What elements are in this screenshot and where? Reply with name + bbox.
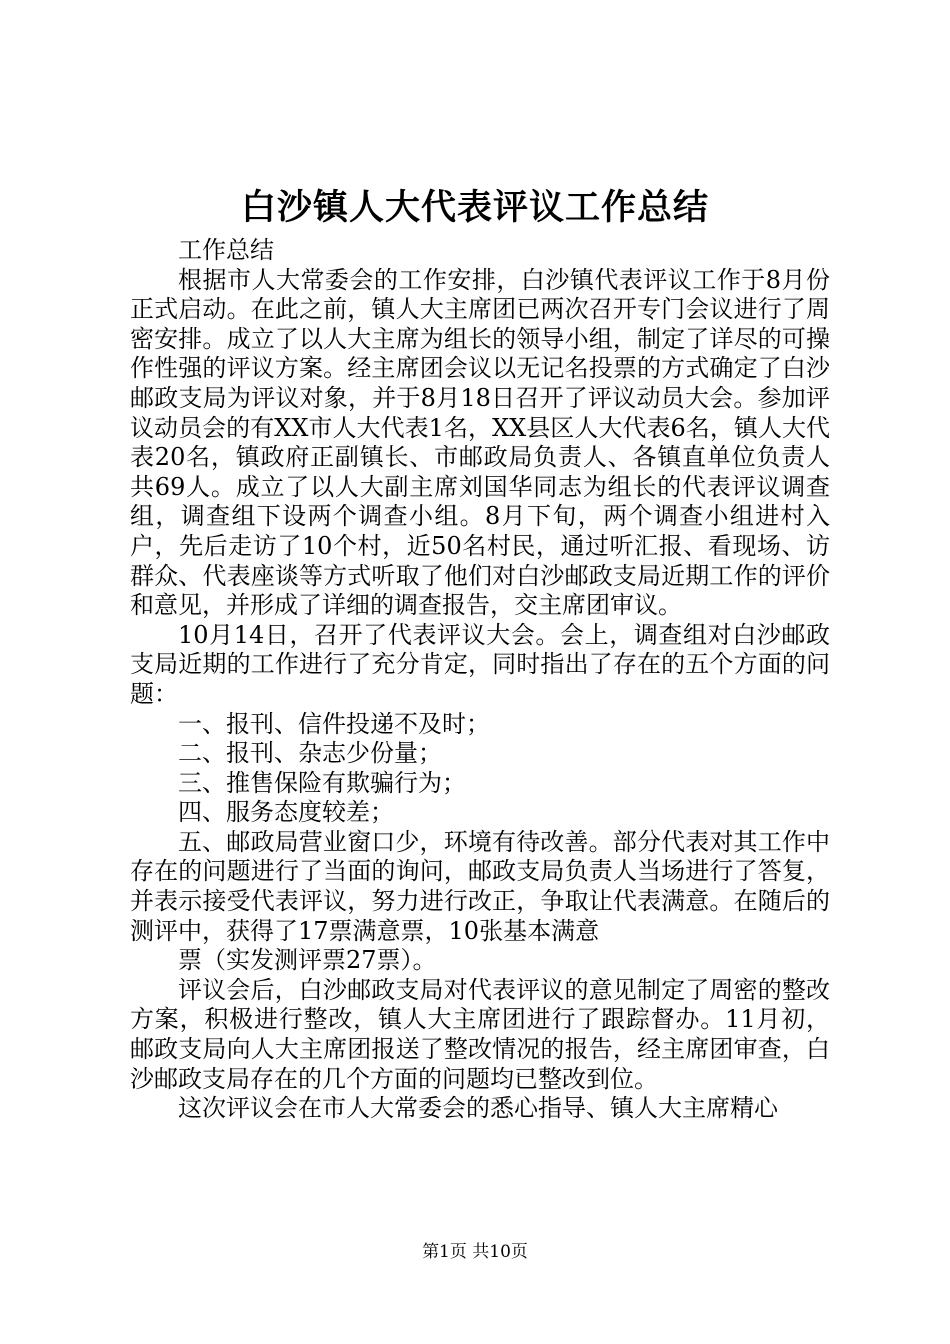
document-body — [130, 236, 830, 1124]
document-title: 白沙镇人大代表评议工作总结 — [240, 187, 709, 228]
page-number: 第1页 共10页 — [422, 1242, 528, 1262]
list-item-issue-1: 一、报刊、信件投递不及时； — [178, 709, 490, 738]
paragraph-subtitle: 工作总结 — [178, 236, 274, 264]
paragraph-closing: 这次评议会在市人大常委会的悉心指导、镇人大主席精心 — [178, 1094, 778, 1123]
paragraph-meeting: 10月14日，召开了代表评议大会。会上，调查组对白沙邮政支局近期的工作进行了充分肯定，同时指出了存在的五个方面的问题： — [130, 620, 830, 708]
paragraph-launch: 根据市人大常委会的工作安排，白沙镇代表评议工作于8月份正式启动。在此之前，镇人大主席团已两次召开专门会议进行了周密安排。成立了以人大主席为组长的领导小组，制定了详尽的可操作性强的评议方案。经主席团会议以无记名投票的方式确定了白沙邮政支局为评议对象，并于8月18日召开了评议动员大会。参加评议动员会的有XX市人大代表1名，XX县区人大代表6名，镇人大代表20名，镇政府正副镇长、市邮政局负责人、各镇直单位负责人共69人。成立了以人大副主席刘国华同志为组长的代表评议调查组，调查组下设两个调查小组。8月下旬，两个调查小组进村入户，先后走访了10个村，近50名村民，通过听汇报、看现场、访群众、代表座谈等方式听取了他们对白沙邮政支局近期工作的评价和意见，并形成了详细的调查报告，交主席团审议。 — [130, 265, 830, 620]
list-item-issue-3: 三、推售保险有欺骗行为； — [178, 768, 466, 797]
list-item-issue-4: 四、服务态度较差； — [178, 798, 394, 827]
paragraph-vote-note: 票（实发测评票27票）。 — [178, 946, 437, 975]
list-item-issue-2: 二、报刊、杂志少份量； — [178, 739, 442, 768]
paragraph-rectification: 评议会后，白沙邮政支局对代表评议的意见制定了周密的整改方案，积极进行整改，镇人大主席团进行了跟踪督办。11月初，邮政支局向人大主席团报送了整改情况的报告，经主席团审查，白沙邮政支局存在的几个方面的问题均已整改到位。 — [130, 975, 830, 1093]
list-item-issue-5: 五、邮政局营业窗口少，环境有待改善。部分代表对其工作中存在的问题进行了当面的询问，邮政支局负责人当场进行了答复，并表示接受代表评议，努力进行改正，争取让代表满意。在随后的测评中，获得了17票满意票，10张基本满意 — [130, 827, 830, 945]
